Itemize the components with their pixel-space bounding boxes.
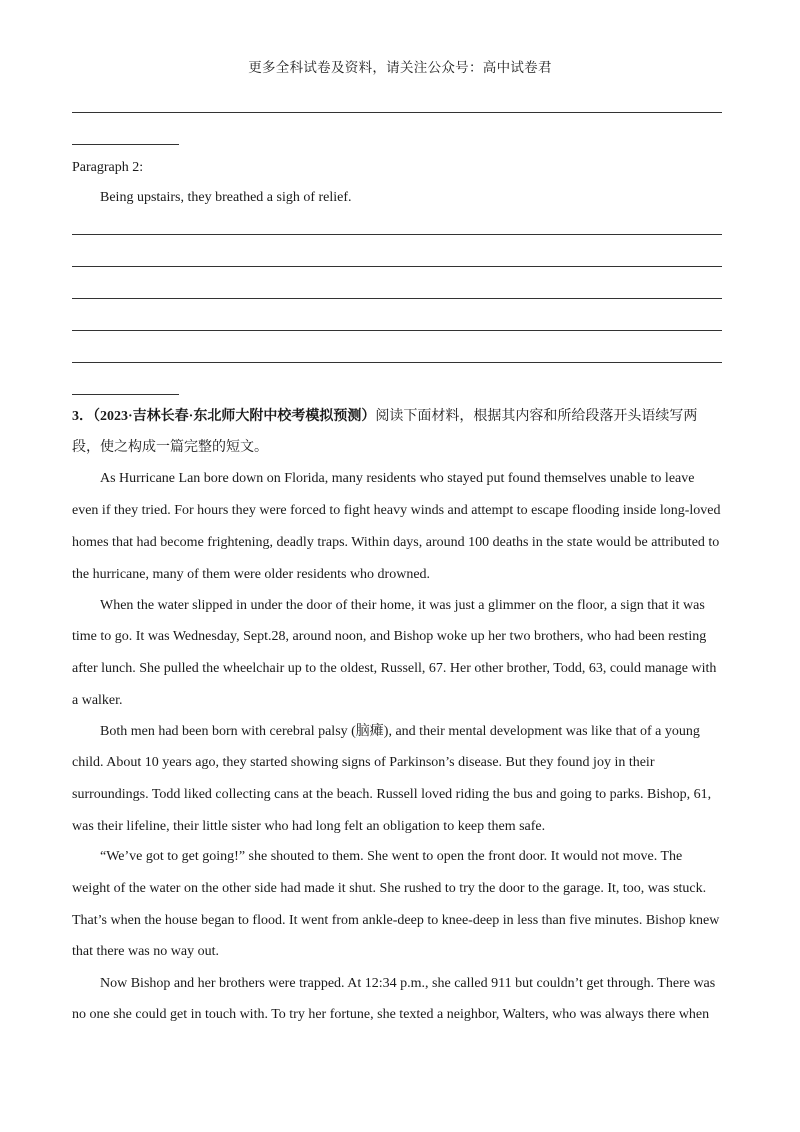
writing-line [72, 362, 722, 363]
writing-line [72, 112, 722, 113]
passage-line: That’s when the house began to flood. It went from ankle-deep to knee-deep in less than five minutes. Bishop knew [72, 913, 720, 928]
question-heading [72, 409, 727, 425]
question-instruction-cont: 段，使之构成一篇完整的短文。 [72, 440, 268, 455]
passage-line: the hurricane, many of them were older residents who drowned. [72, 567, 431, 582]
question-source: （2023·吉林长春·东北师大附中校考模拟预测） [93, 409, 376, 424]
passage-line: Now Bishop and her brothers were trapped. At 12:34 p.m., she called 911 but couldn’t get through. There was [100, 976, 716, 991]
writing-line [72, 234, 722, 235]
paragraph-label: Paragraph 2: [72, 160, 144, 175]
passage-line: homes that had become frightening, deadly traps. Within days, around 100 deaths in the state would be attributed to [72, 535, 720, 550]
passage-line: that there was no way out. [72, 944, 219, 959]
passage-line: When the water slipped in under the door of their home, it was just a glimmer on the floor, a sign that it was [100, 598, 705, 613]
question-instruction: 阅读下面材料，根据其内容和所给段落开头语续写两 [375, 409, 698, 424]
writing-line-short [72, 144, 179, 145]
passage-line: time to go. It was Wednesday, Sept.28, around noon, and Bishop woke up her two brothers, who had been resting [72, 629, 707, 644]
passage-line: Both men had been born with cerebral palsy (脑瘫), and their mental development was like that of a young [100, 724, 700, 739]
writing-line [72, 298, 722, 299]
writing-line [72, 330, 722, 331]
writing-line-short [72, 394, 179, 395]
page-header: 更多全科试卷及资料，请关注公众号：高中试卷君 [248, 60, 552, 75]
passage-line: “We’ve got to get going!” she shouted to them. She went to open the front door. It would not move. The [100, 849, 683, 864]
passage-line: even if they tried. For hours they were forced to fight heavy winds and attempt to escape flooding inside long-loved [72, 503, 721, 518]
passage-line: As Hurricane Lan bore down on Florida, many residents who stayed put found themselves unable to leave [100, 471, 695, 486]
passage-line: no one she could get in touch with. To try her fortune, she texted a neighbor, Walters, who was always there when [72, 1007, 710, 1022]
paragraph-opening: Being upstairs, they breathed a sigh of relief. [100, 190, 352, 205]
question-number: 3． [72, 409, 93, 424]
passage-line: after lunch. She pulled the wheelchair up to the oldest, Russell, 67. Her other brother, Todd, 63, could manage with [72, 661, 717, 676]
writing-line [72, 266, 722, 267]
passage-line: was their lifeline, their little sister who had long felt an obligation to keep them safe. [72, 819, 546, 834]
passage-line: a walker. [72, 693, 123, 708]
passage-line: weight of the water on the other side had made it shut. She rushed to try the door to the garage. It, too, was stuck. [72, 881, 707, 896]
passage-line: child. About 10 years ago, they started showing signs of Parkinson’s disease. But they found joy in their [72, 755, 655, 770]
passage-line: surroundings. Todd liked collecting cans at the beach. Russell loved riding the bus and going to parks. Bishop, 61, [72, 787, 712, 802]
